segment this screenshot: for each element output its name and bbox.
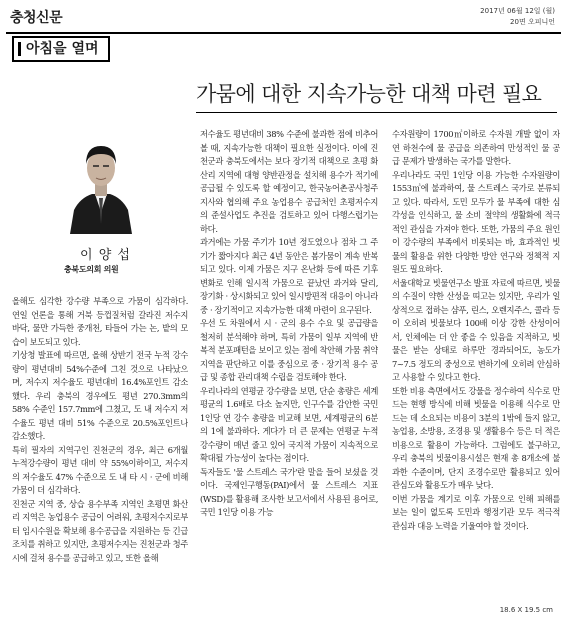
author-portrait-image (66, 132, 136, 234)
headline-rule (196, 112, 557, 113)
author-photo (66, 132, 136, 234)
author-title: 충북도의회 의원 (64, 265, 119, 274)
column-1-text: 올해도 심각한 강수량 부족으로 가뭄이 심각하다. 연일 언론을 통해 거북 등껍질처럼 갈라진 저수지 바닥, 물만 가득한 중개천, 타들어 가는 논, 밭의 모습이 보도되고 있다. 기상청 발표에 따르면, 올해 상반기 전국 누적 강수량이 평년대비 54%수준에 그친 것으로 나타났으며, 저수지 저수율도 평년대비 16.4%포인트 감소했다. 우리 충북의 경우에도 평년 270.3mm의 58% 수준인 157.7mm에 그쳤고, 도 내 저수지 저수율도 평년 대비 51% 수준으로 20.5%포인트나 감소했다. 특히 필자의 지역구인 진천군의 경우, 최근 6개월 누적강수량이 평년 대비 약 55%이하이고, 저수지의 저수율도 47% 수준으로 도 내 타 시 · 군에 비해 가뭄이 더 심각하다. 진천군 지역 중, 상습 용수부족 지역인 초평면 화산리 지역은 농업용수 공급이 어려워, 초평저수지로부터 임시수원을 확보해 용수공급을 지원하는 등 긴급 조치를 취하고 있지만, 초평저수지는 진천군과 청주시에 걸쳐 용수를 공급하고 있고, 또한 올해 (12, 296, 188, 563)
article-column-2 (200, 128, 378, 610)
column-2-text: 저수율도 평년대비 38% 수준에 불과한 점에 비추어 볼 때, 지속가능한 대책이 필요한 실정이다. 이에 진천군과 충북도에서는 보다 장기적 대책으로 초평 화산리 지역에 대형 양반관정을 설치해 용수가 적기에 공급될 수 있도록 할 예정이고, 한국농어촌공사청주지사와 협의해 주요 농업용수 공급처인 초평저수지의 준설사업도 추진을 검토하고 있어 다행스럽기는 하다. 과거에는 가뭄 주기가 10년 정도였으나 점차 그 주기가 짧아지다 최근 4년 동안은 봄가뭄이 계속 반복되고 있다. 이제 가뭄은 지구 온난화 등에 따른 기후 변화로 인해 일시적 가뭄으로 끝났던 과거와 달리, 장기화 · 상시화되고 있어 일시방편적 대응이 아니라 중 · 장기적이고 지속가능한 대책 마련이 요구된다. 우선 도 차원에서 시 · 군의 용수 수요 및 공급량을 철저히 분석해야 하며, 특히 가뭄이 일부 지역에 반복적 분포패턴을 보이고 있는 점에 착안해 가뭄 취약지역을 판단하고 이를 중심으로 중 · 장기적 용수 공급 및 종합 관리대책 수립을 검토해야 한다. 우리나라의 연평균 강수량을 보면, 단순 총량은 세계 평균의 1.6배로 다소 높지만, 인구수를 감안한 국민 1인당 연 강수 총량을 비교해 보면, 세계평균의 6분의 1에 불과하다. 게다가 더 큰 문제는 연평균 누적 강수량이 매년 줄고 있어 국지적 가뭄이 지속적으로 확대될 가능성이 높다는 점이다. 독자들도 '물 스트레스 국가'란 말을 들어 보셨을 것이다. 국제인구행동(PAI)에서 물 스트레스 지표(WSD)를 활용해 조사한 보고서에서 사용된 용어로, 국민 1인당 이용 가능 (200, 129, 378, 517)
article-column-3 (392, 128, 560, 590)
section-label: 아침을 열며 (26, 41, 99, 57)
headline: 가뭄에 대한 지속가능한 대책 마련 필요 (196, 82, 542, 106)
issue-info (480, 6, 555, 28)
issue-page: 20면 오피니언 (510, 18, 555, 26)
masthead (6, 4, 561, 30)
clipping-size-note: 18.6 X 19.5 cm (499, 606, 553, 614)
newspaper-name: 충청신문 (10, 10, 63, 26)
issue-date: 2017년 06월 12일 (월) (480, 7, 555, 15)
article-column-1 (12, 295, 188, 609)
masthead-rule (6, 32, 561, 34)
newspaper-clipping (6, 4, 561, 618)
section-label-box (12, 36, 110, 62)
author-name: 이 양 섭 (80, 248, 131, 263)
column-3-text: 수자원량이 1700㎥이하로 수자원 개발 없이 자연 하천수에 물 공급을 의존하여 만성적인 물 공급 문제가 발생하는 국가를 말한다. 우리나라도 국민 1인당 이용 가능한 수자원량이 1553㎥에 불과하여, 물 스트레스 국가로 분류되고 있다. 따라서, 도민 모두가 물 부족에 대한 심각성을 인식하고, 물 소비 절약의 생활화에 적극적인 관심을 가져야 한다. 또한, 가뭄의 주요 원인이 강수량의 부족에서 비롯되는 바, 효과적인 빗물의 활용을 위한 다양한 방안 연구와 정책적 지원도 필요하다. 서울대학교 빗물연구소 발표 자료에 따르면, 빗물의 수질이 약한 산성을 띠고는 있지만, 우리가 일상적으로 접하는 샴푸, 린스, 오렌지주스, 콜라 등이 오히려 빗물보다 100배 이상 강한 산성이어서, 인체에는 더 안 좋을 수 있음을 지적하고, 빗물은 받는 상태로 하루만 경과되어도, 농도가 7~7.5 정도의 중성으로 변하기에 오히려 안심하고 사용할 수 있다고 한다. 또한 비용 측면에서도 강물을 정수하여 식수로 만드는 현행 방식에 비해 빗물을 이용해 식수로 만드는 데 소요되는 비용이 3분의 1밖에 들지 않고, 농업용, 소방용, 조경용 및 생활용수 등은 더 적은 비용으로 활용이 가능하다. 그럼에도 불구하고, 우리 충북의 빗물이용시설은 현재 총 8개소에 불과한 수준이며, 단지 조경수로만 활용되고 있어 관심도와 활용도가 매우 낮다. 이번 가뭄을 계기로 이후 가뭄으로 인해 피해를 보는 일이 없도록 도민과 행정기관 모두 적극적 관심과 대응 노력을 기울여야 할 것이다. (392, 129, 560, 531)
